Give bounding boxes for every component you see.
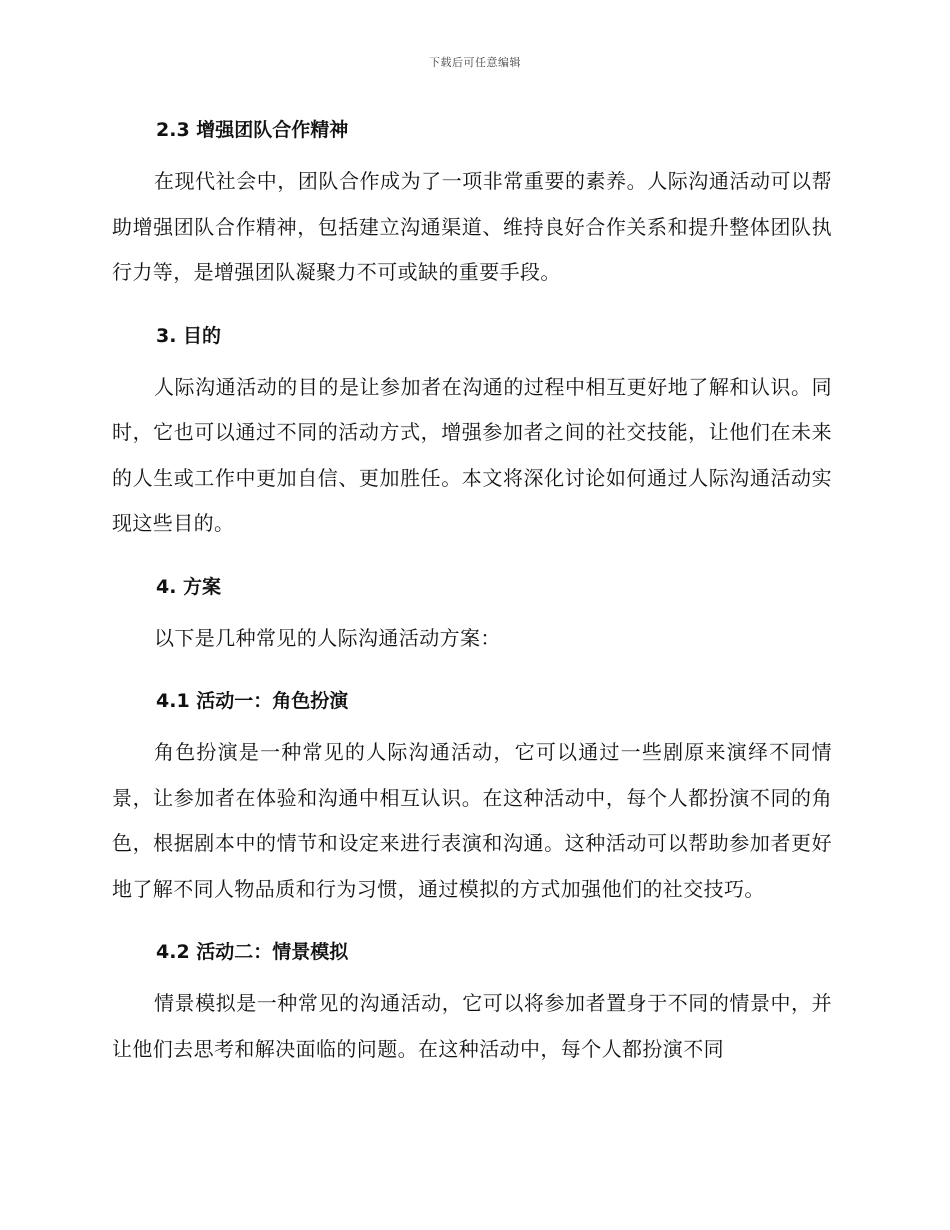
document-body <box>112 112 832 1072</box>
section-heading-2-3: 2.3 增强团队合作精神 <box>156 119 349 141</box>
section-heading-3: 3. 目的 <box>156 324 222 347</box>
section-paragraph-4-2: 情景模拟是一种常见的沟通活动，它可以将参加者置身于不同的情景中，并让他们去思考和解决面临的问题。在这种活动中，每个人都扮演不同 <box>112 991 832 1061</box>
section-paragraph-4-1: 角色扮演是一种常见的人际沟通活动，它可以通过一些剧原来演绎不同情景，让参加者在体验和沟通中相互认识。在这种活动中，每个人都扮演不同的角色，根据剧本中的情节和设定来进行表演和沟通。这种活动可以帮助参加者更好地了解不同人物品质和行为习惯，通过模拟的方式加强他们的社交技巧。 <box>112 740 832 901</box>
section-paragraph-3: 人际沟通活动的目的是让参加者在沟通的过程中相互更好地了解和认识。同时，它也可以通过不同的活动方式，增强参加者之间的社交技能，让他们在未来的人生或工作中更加自信、更加胜任。本文将深化讨论如何通过人际沟通活动实现这些目的。 <box>112 374 832 535</box>
section-paragraph-4: 以下是几种常见的人际沟通活动方案： <box>154 625 501 650</box>
section-heading-4-2: 4.2 活动二：情景模拟 <box>156 941 349 963</box>
section-heading-4-1: 4.1 活动一：角色扮演 <box>156 690 349 712</box>
section-heading-4: 4. 方案 <box>156 575 222 598</box>
section-paragraph-2-3: 在现代社会中，团队合作成为了一项非常重要的素养。人际沟通活动可以帮助增强团队合作精神，包括建立沟通渠道、维持良好合作关系和提升整体团队执行力等，是增强团队凝聚力不可或缺的重要手段。 <box>112 169 832 284</box>
page-header: 下载后可任意编辑 <box>429 56 521 69</box>
